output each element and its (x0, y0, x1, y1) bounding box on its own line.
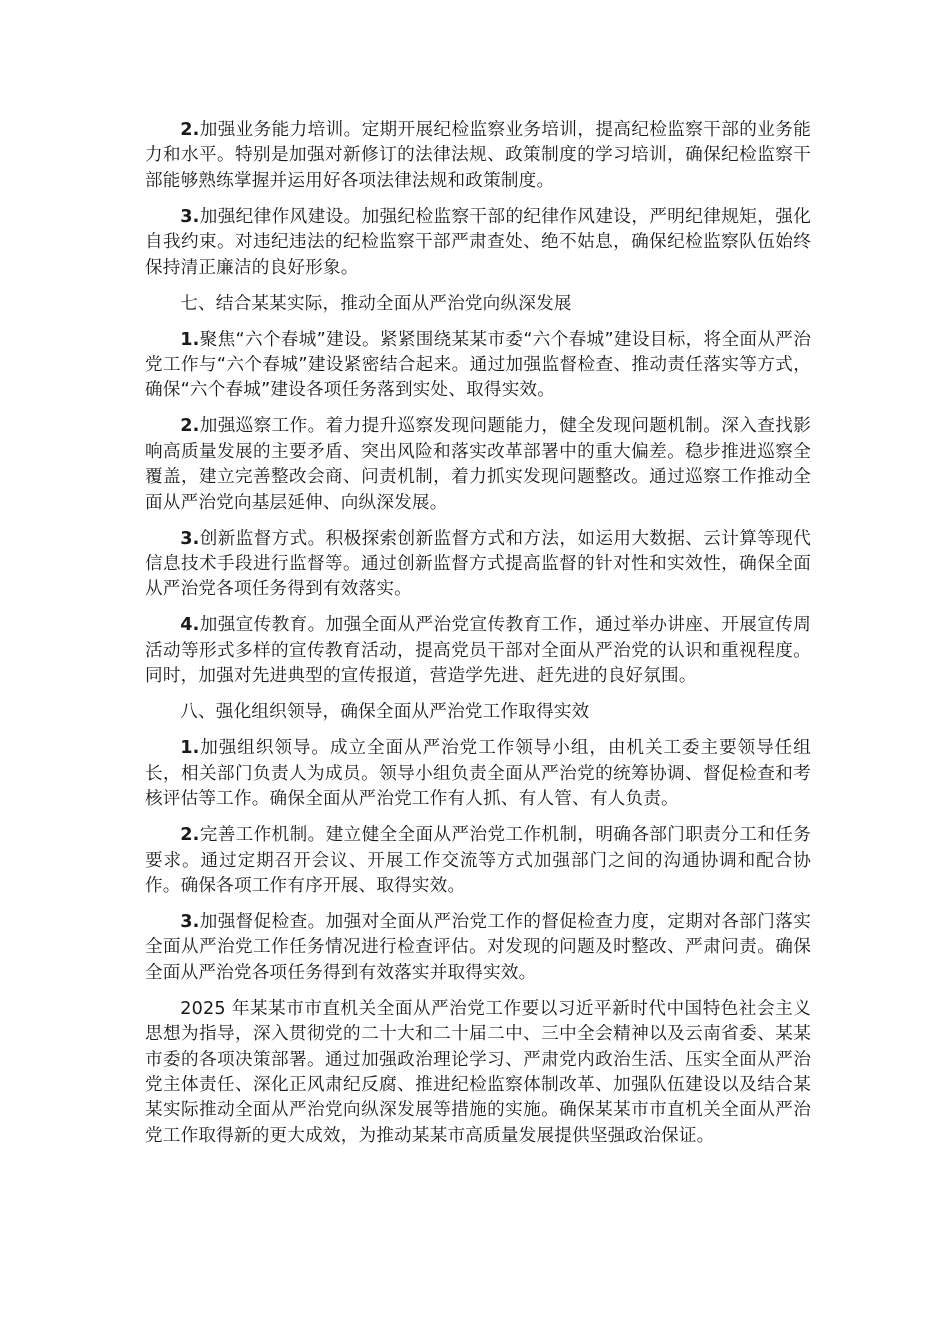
section-8-item-1 (145, 736, 811, 812)
paragraph-text: 加强业务能力培训。定期开展纪检监察业务培训，提高纪检监察干部的业务能力和水平。特别是加强对新修订的法律法规、政策制度的学习培训，确保纪检监察干部能够熟练掌握并运用好各项法律法规和政策制度。 (145, 120, 811, 191)
paragraph-text: 完善工作机制。建立健全全面从严治党工作机制，明确各部门职责分工和任务要求。通过定期召开会议、开展工作交流等方式加强部门之间的沟通协调和配合协作。确保各项工作有序开展、取得实效。 (145, 825, 811, 896)
item-number: 4. (180, 615, 200, 636)
item-number: 3. (180, 206, 200, 227)
paragraph-text: 聚焦“六个春城”建设。紧紧围绕某某市委“六个春城”建设目标，将全面从严治党工作与“六个春城”建设紧密结合起来。通过加强监督检查、推动责任落实等方式，确保“六个春城”建设各项任务落到实处、取得实效。 (145, 329, 811, 401)
section-8-item-2 (145, 823, 811, 899)
paragraph-text: 加强宣传教育。加强全面从严治党宣传教育工作，通过举办讲座、开展宣传周活动等形式多样的宣传教育活动，提高党员干部对全面从严治党的认识和重视程度。同时，加强对先进典型的宣传报道，营造学先进、赶先进的良好氛围。 (145, 615, 811, 687)
paragraph-text: 加强纪律作风建设。加强纪检监察干部的纪律作风建设，严明纪律规矩，强化自我约束。对违纪违法的纪检监察干部严肃查处、绝不姑息，确保纪检监察队伍始终保持清正廉洁的良好形象。 (145, 206, 811, 278)
section-7-item-3 (145, 527, 811, 603)
item-number: 3. (180, 911, 200, 932)
item-number: 1. (180, 329, 200, 350)
item-number: 2. (180, 120, 200, 140)
item-number: 3. (180, 528, 200, 549)
section-7-item-2 (145, 414, 811, 516)
document-page (145, 118, 811, 1160)
item-number: 2. (180, 825, 200, 846)
paragraph-text: 加强巡察工作。着力提升巡察发现问题能力，健全发现问题机制。深入查找影响高质量发展的主要矛盾、突出风险和落实改革部署中的重大偏差。稳步推进巡察全覆盖，建立完善整改会商、问责机制，着力抓实发现问题整改。通过巡察工作推动全面从严治党向基层延伸、向纵深发展。 (145, 416, 811, 513)
section-8-item-3 (145, 910, 811, 986)
item-number: 2. (180, 416, 200, 437)
paragraph-text: 加强督促检查。加强对全面从严治党工作的督促检查力度，定期对各部门落实全面从严治党工作任务情况进行检查评估。对发现的问题及时整改、严肃问责。确保全面从严治党各项任务得到有效落实并取得实效。 (145, 911, 811, 983)
section-8-heading: 八、强化组织领导，确保全面从严治党工作取得实效 (180, 702, 590, 723)
paragraph-text: 加强组织领导。成立全面从严治党工作领导小组，由机关工委主要领导任组长，相关部门负责人为成员。领导小组负责全面从严治党的统筹协调、督促检查和考核评估等工作。确保全面从严治党工作有人抓、有人管、有人负责。 (145, 738, 811, 810)
paragraph-item-2 (145, 118, 811, 194)
section-7-item-4 (145, 613, 811, 689)
paragraph-item-3 (145, 205, 811, 281)
section-7-heading: 七、结合某某实际，推动全面从严治党向纵深发展 (180, 293, 572, 314)
paragraph-text: 创新监督方式。积极探索创新监督方式和方法，如运用大数据、云计算等现代信息技术手段进行监督等。通过创新监督方式提高监督的针对性和实效性，确保全面从严治党各项任务得到有效落实。 (145, 528, 811, 600)
conclusion-paragraph: 2025 年某某市市直机关全面从严治党工作要以习近平新时代中国特色社会主义思想为指导，深入贯彻党的二十大和二十届二中、三中全会精神以及云南省委、某某市委的各项决策部署。通过加强政治理论学习、严肃党内政治生活、压实全面从严治党主体责任、深化正风肃纪反腐、推进纪检监察体制改革、加强队伍建设以及结合某某实际推动全面从严治党向纵深发展等措施的实施。确保某某市市直机关全面从严治党工作取得新的更大成效，为推动某某市高质量发展提供坚强政治保证。 (145, 998, 811, 1146)
section-7-item-1 (145, 328, 811, 404)
item-number: 1. (180, 738, 200, 759)
